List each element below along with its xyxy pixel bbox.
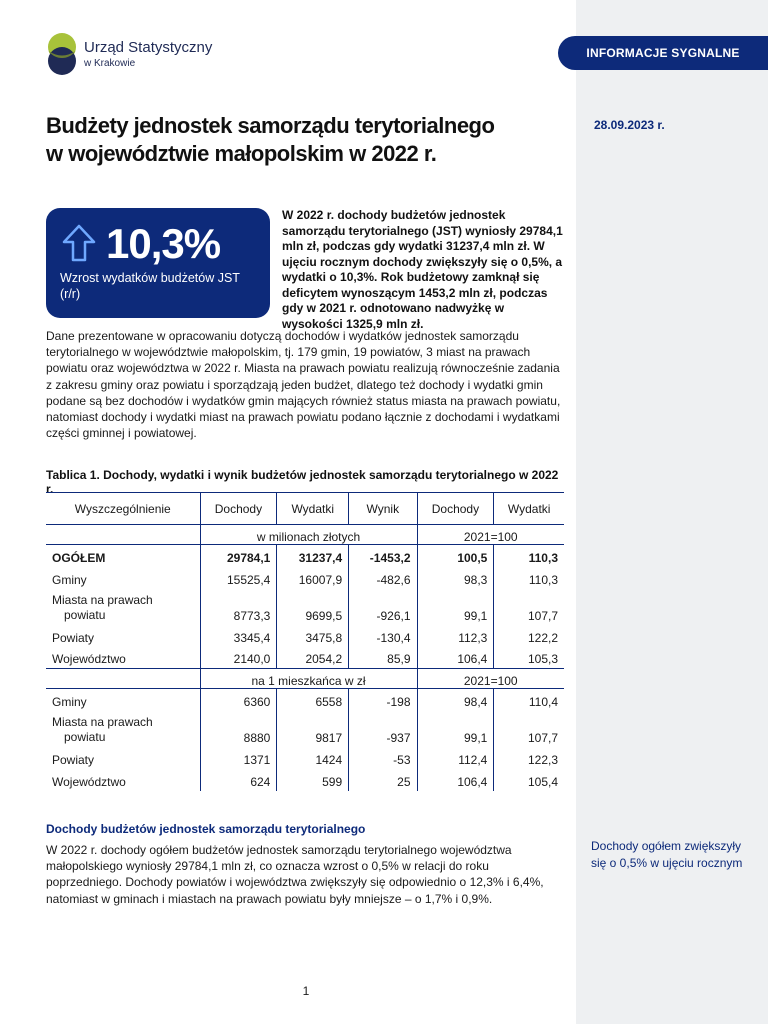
cell: 107,7 bbox=[494, 711, 564, 747]
cell: 3345,4 bbox=[200, 625, 277, 647]
row-label: Powiaty bbox=[52, 630, 95, 645]
cell: 110,4 bbox=[494, 689, 564, 711]
table-row bbox=[46, 769, 564, 791]
row-label: Województwo bbox=[52, 652, 126, 666]
table-row bbox=[46, 567, 564, 589]
org-sub: w Krakowie bbox=[84, 57, 136, 69]
cell: -130,4 bbox=[349, 625, 417, 647]
cell: -937 bbox=[349, 711, 417, 747]
kpi-label: Wzrost wydatków budżetów JST (r/r) bbox=[60, 271, 240, 301]
logo-mark-icon bbox=[46, 32, 78, 76]
row-label: Powiaty bbox=[52, 752, 95, 767]
org-name: Urząd Statystyczny bbox=[84, 38, 213, 56]
page-title bbox=[46, 112, 546, 168]
section-heading: Dochody budżetów jednostek samorządu terytorialnego bbox=[46, 822, 366, 836]
title-line-2: w województwie małopolskim w 2022 r. bbox=[46, 141, 437, 166]
col-header: Wydatki bbox=[277, 493, 349, 525]
cell: 25 bbox=[349, 769, 417, 791]
table-row bbox=[46, 711, 564, 747]
cell: 6558 bbox=[277, 689, 349, 711]
cell: -926,1 bbox=[349, 589, 417, 625]
table-row bbox=[46, 647, 564, 669]
row-label: OGÓŁEM bbox=[52, 550, 106, 565]
kpi-card bbox=[46, 208, 270, 318]
cell: 85,9 bbox=[349, 647, 417, 669]
cell: 1424 bbox=[277, 747, 349, 769]
cell: 624 bbox=[200, 769, 277, 791]
row-label: Województwo bbox=[52, 774, 126, 789]
cell: -1453,2 bbox=[349, 545, 417, 567]
lead-paragraph: W 2022 r. dochody budżetów jednostek samorządu terytorialnego (JST) wyniosły 29784,1 mln zł, podczas gdy wydatki 31237,4 mln zł. W ujęciu rocznym dochody zwiększyły się o 0,5%, a wydatki o 10,3%. Rok budżetowy zamknął się deficytem wynoszącym 1453,2 mln zł, podczas gdy w 2021 r. odnotowano nadwyżkę w wysokości 1325,9 mln zł. bbox=[282, 208, 563, 331]
row-label-line: powiatu bbox=[64, 607, 106, 622]
col-header: Dochody bbox=[200, 493, 277, 525]
income-paragraph: W 2022 r. dochody ogółem budżetów jednostek samorządu terytorialnego województwa małopolskiego wyniosły 29784,1 mln zł, co oznacza wzrost o 0,5% w relacji do roku poprzedniego. Dochody powiatów i województwa zwiększyły się odpowiednio o 12,3% i 6,4%, natomiast w gminach i miastach na prawach powiatu były mniejsze – o 1,7% i 0,9%. bbox=[46, 843, 544, 906]
cell: 98,4 bbox=[417, 689, 494, 711]
kpi-value: 10,3% bbox=[106, 220, 221, 267]
unit-row bbox=[46, 669, 564, 689]
cell: 107,7 bbox=[494, 589, 564, 625]
cell: 8773,3 bbox=[200, 589, 277, 625]
table-header-row bbox=[46, 493, 564, 525]
row-label-line: powiatu bbox=[64, 729, 106, 744]
index-label: 2021=100 bbox=[417, 669, 564, 689]
cell: 1371 bbox=[200, 747, 277, 769]
cell: 112,3 bbox=[417, 625, 494, 647]
table-row bbox=[46, 545, 564, 567]
cell: -53 bbox=[349, 747, 417, 769]
arrow-up-icon bbox=[62, 224, 96, 262]
cell: 105,3 bbox=[494, 647, 564, 669]
row-label bbox=[46, 589, 200, 625]
table-row bbox=[46, 689, 564, 711]
cell: 122,2 bbox=[494, 625, 564, 647]
table-row bbox=[46, 589, 564, 625]
info-badge: INFORMACJE SYGNALNE bbox=[558, 36, 768, 70]
row-label-line: Miasta na prawach bbox=[52, 714, 153, 729]
cell: 112,4 bbox=[417, 747, 494, 769]
publication-date: 28.09.2023 r. bbox=[594, 118, 665, 132]
cell: 106,4 bbox=[417, 647, 494, 669]
row-label: Gminy bbox=[52, 694, 87, 709]
cell: 31237,4 bbox=[277, 545, 349, 567]
intro-paragraph: Dane prezentowane w opracowaniu dotyczą dochodów i wydatków jednostek samorządu terytorialnego w województwie małopolskim, tj. 179 gmin, 19 powiatów, 3 miast na prawach powiatu oraz województwa w 2022 r. Miasta na prawach powiatu realizują równocześnie zadania z zakresu gminy oraz powiatu i sporządzają jeden budżet, dlatego też dochody i wydatki gmin podane są bez dochodów i wydatków gmin mających również status miasta na prawach powiatu, natomiast dochody i wydatki miast na prawach powiatu podano łącznie z dochodami i wydatkami części gminnej i powiatowej. bbox=[46, 329, 561, 441]
unit-label: w milionach złotych bbox=[200, 525, 417, 545]
cell: 99,1 bbox=[417, 711, 494, 747]
cell: 106,4 bbox=[417, 769, 494, 791]
cell: 15525,4 bbox=[200, 567, 277, 589]
cell: 9699,5 bbox=[277, 589, 349, 625]
cell: 105,4 bbox=[494, 769, 564, 791]
row-label-line: Miasta na prawach bbox=[52, 592, 153, 607]
cell: 2140,0 bbox=[200, 647, 277, 669]
cell: 110,3 bbox=[494, 545, 564, 567]
col-header: Wynik bbox=[349, 493, 417, 525]
cell: 99,1 bbox=[417, 589, 494, 625]
cell: 8880 bbox=[200, 711, 277, 747]
table-row bbox=[46, 747, 564, 769]
cell: 9817 bbox=[277, 711, 349, 747]
cell: -198 bbox=[349, 689, 417, 711]
cell: 110,3 bbox=[494, 567, 564, 589]
col-header: Wydatki bbox=[494, 493, 564, 525]
col-header: Wyszczególnienie bbox=[46, 493, 200, 525]
logo bbox=[46, 32, 212, 76]
row-label: Gminy bbox=[52, 572, 87, 587]
unit-label: na 1 mieszkańca w zł bbox=[200, 669, 417, 689]
unit-row bbox=[46, 525, 564, 545]
col-header: Dochody bbox=[417, 493, 494, 525]
cell: 2054,2 bbox=[277, 647, 349, 669]
title-line-1: Budżety jednostek samorządu terytorialnego bbox=[46, 113, 495, 138]
cell: 122,3 bbox=[494, 747, 564, 769]
cell: 3475,8 bbox=[277, 625, 349, 647]
cell: 6360 bbox=[200, 689, 277, 711]
row-label bbox=[46, 711, 200, 747]
cell: 16007,9 bbox=[277, 567, 349, 589]
budget-table bbox=[46, 492, 564, 791]
cell: 100,5 bbox=[417, 545, 494, 567]
cell: 98,3 bbox=[417, 567, 494, 589]
side-note: Dochody ogółem zwiększyły się o 0,5% w ujęciu rocznym bbox=[591, 839, 743, 870]
cell: 29784,1 bbox=[200, 545, 277, 567]
page-number: 1 bbox=[302, 984, 310, 998]
table-row bbox=[46, 625, 564, 647]
cell: 599 bbox=[277, 769, 349, 791]
index-label: 2021=100 bbox=[417, 525, 564, 545]
cell: -482,6 bbox=[349, 567, 417, 589]
table-caption: Tablica 1. Dochody, wydatki i wynik budżetów jednostek samorządu terytorialnego w 2022 r. bbox=[46, 468, 559, 496]
